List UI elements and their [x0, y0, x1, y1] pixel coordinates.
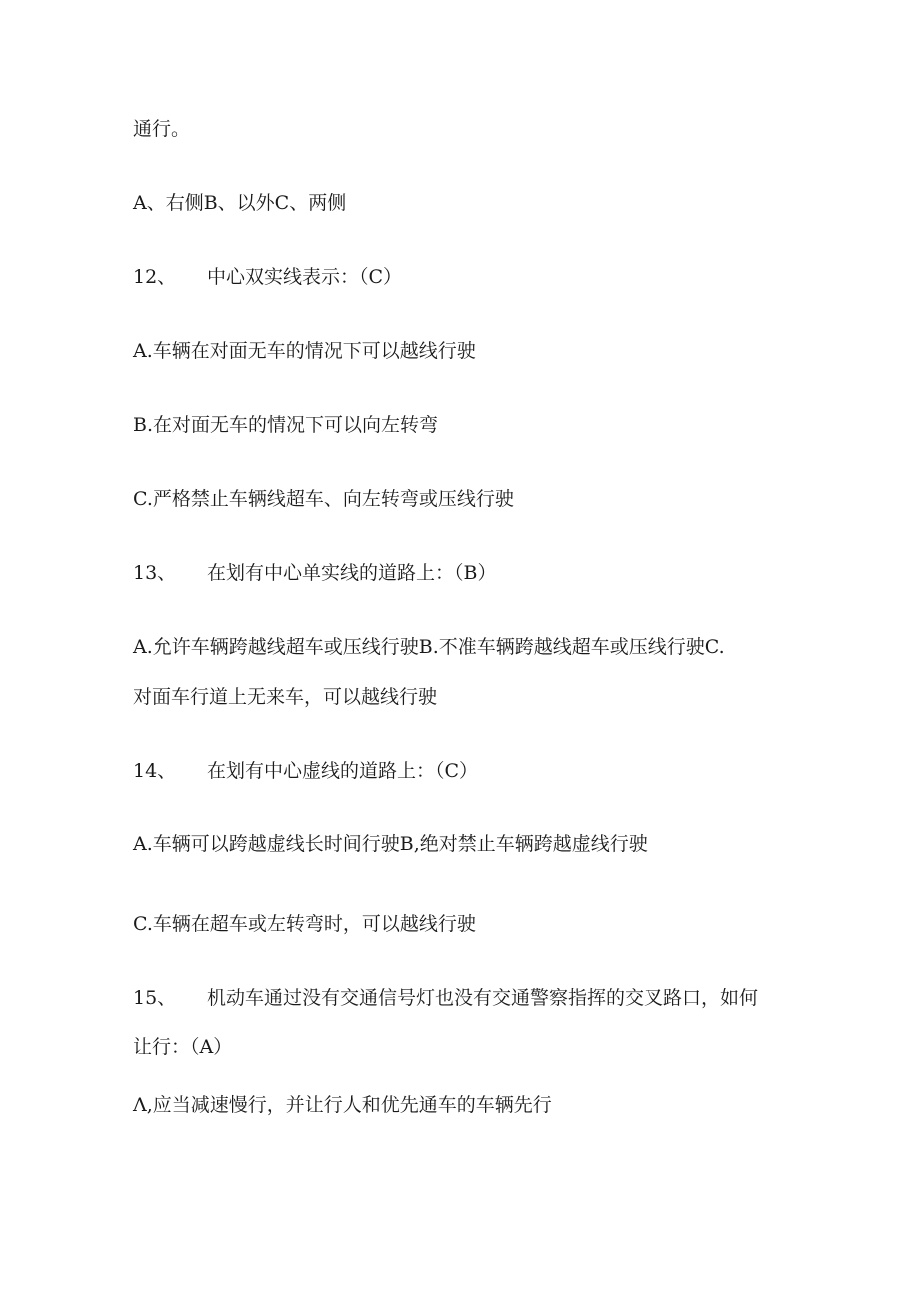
question-text: 中心双实线表示：（C） — [207, 266, 403, 288]
question-12 — [133, 265, 402, 289]
question-number: 14、 — [133, 760, 177, 782]
q13-option-c: 对面车行道上无来车，可以越线行驶 — [133, 686, 438, 708]
question-15-continuation: 让行：（A） — [133, 1036, 233, 1058]
question-text: 在划有中心虚线的道路上：（C） — [207, 760, 479, 782]
question-text: 机动车通过没有交通信号灯也没有交通警察指挥的交叉路口，如何 — [207, 987, 759, 1009]
question-number: 15、 — [133, 987, 177, 1009]
question-number: 12、 — [133, 266, 177, 288]
q11-options: A、右侧B、以外C、两侧 — [133, 192, 347, 214]
question-13 — [133, 561, 496, 585]
question-15 — [133, 986, 758, 1010]
q14-options-ab: A.车辆可以跨越虚线长时间行驶B,绝对禁止车辆跨越虚线行驶 — [133, 833, 648, 855]
q14-option-c: C.车辆在超车或左转弯时，可以越线行驶 — [133, 913, 476, 935]
question-14 — [133, 759, 478, 783]
q15-option-a: Λ,应当减速慢行，并让行人和优先通车的车辆先行 — [133, 1094, 552, 1116]
q13-options-ab: A.允许车辆跨越线超车或压线行驶B.不准车辆跨越线超车或压线行驶C. — [133, 636, 725, 658]
q12-option-b: B.在对面无车的情况下可以向左转弯 — [133, 414, 439, 436]
question-number: 13、 — [133, 562, 177, 584]
question-text: 在划有中心单实线的道路上：（B） — [207, 562, 497, 584]
q12-option-a: A.车辆在对面无车的情况下可以越线行驶 — [133, 340, 476, 362]
q12-option-c: C.严格禁止车辆线超车、向左转弯或压线行驶 — [133, 488, 514, 510]
continuation-text: 通行。 — [133, 118, 191, 140]
